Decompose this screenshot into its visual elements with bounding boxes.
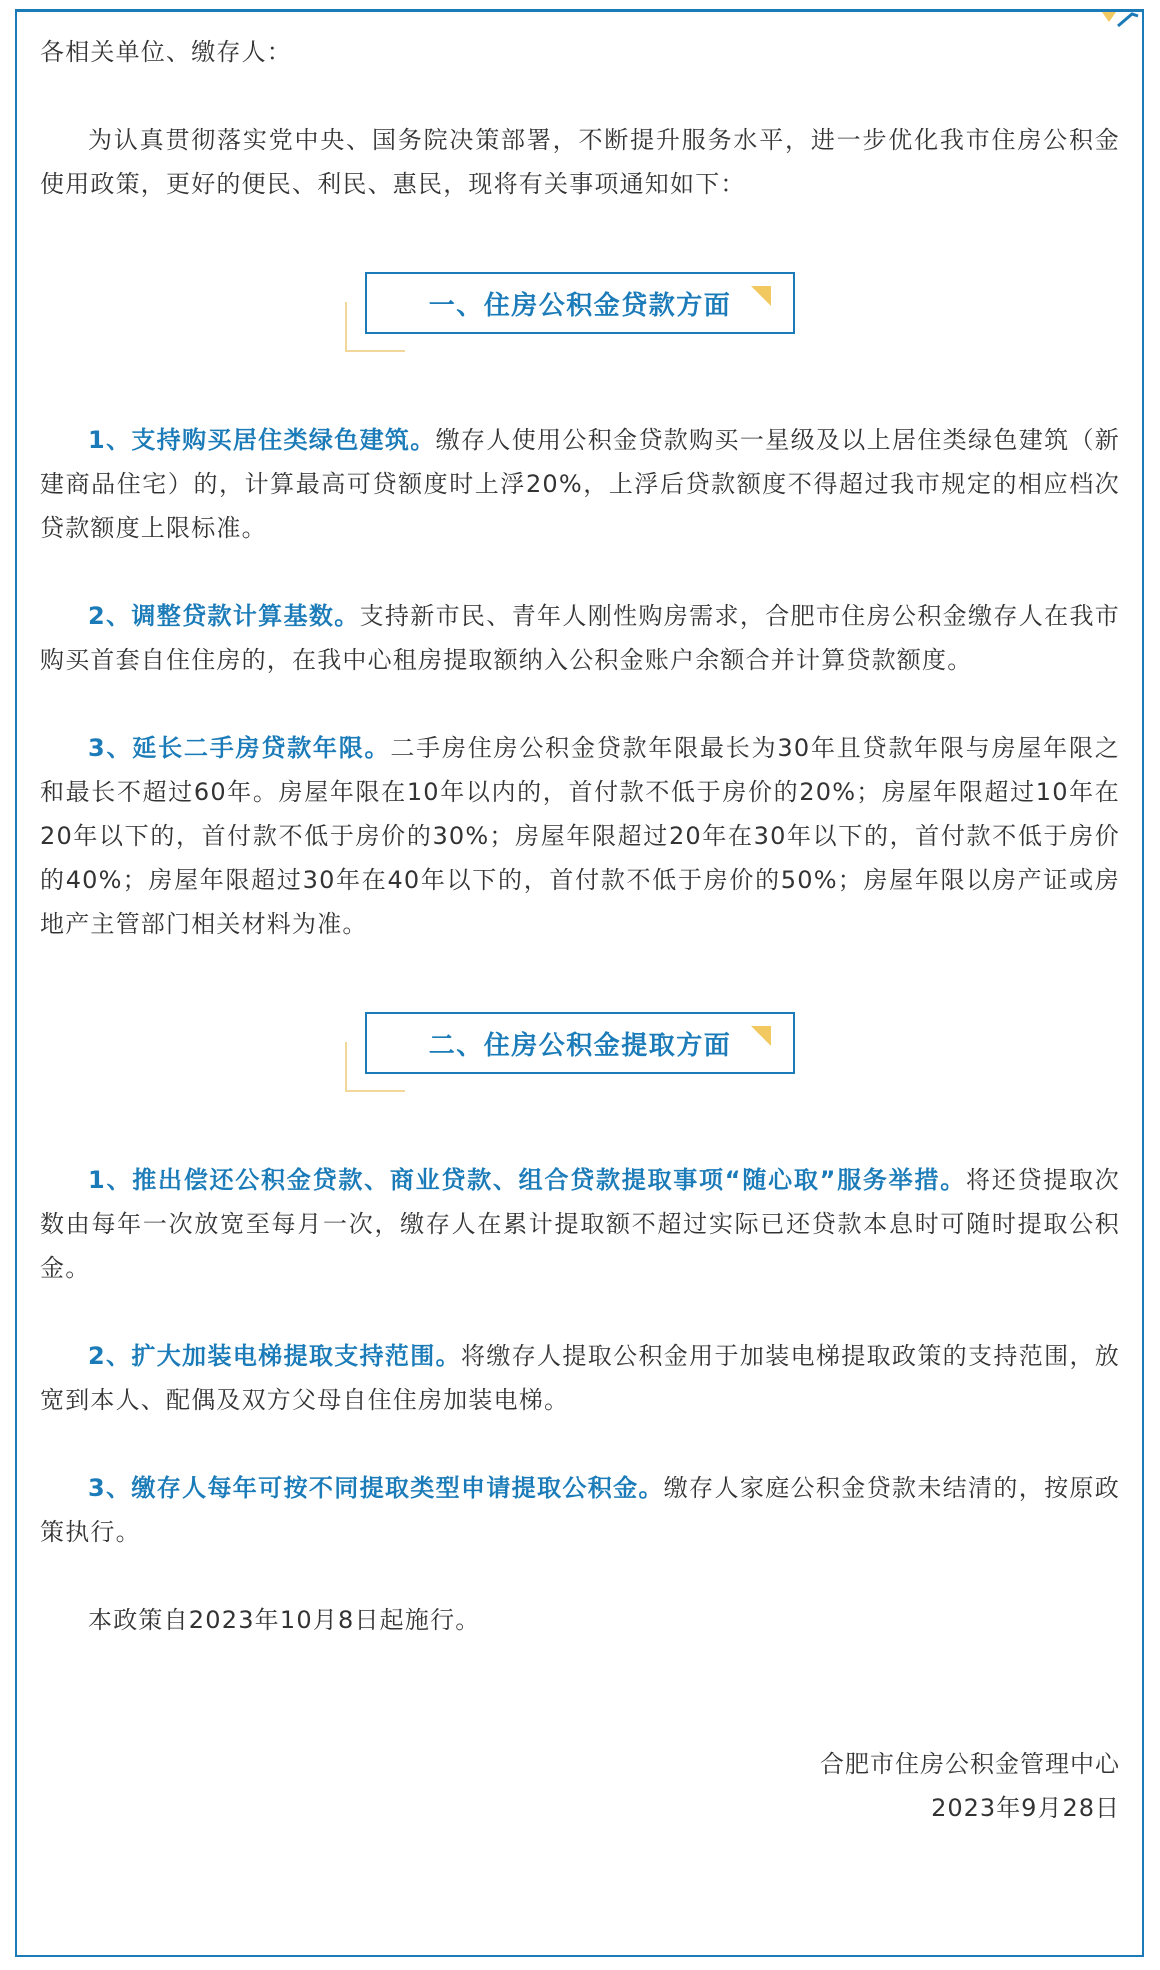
item-body: 二手房住房公积金贷款年限最长为30年且贷款年限与房屋年限之和最长不超过60年。房屋年限在10年以内的，首付款不低于房价的20%；房屋年限超过10年在20年以下的，首付款不低于房价的30%；房屋年限超过20年在30年以下的，首付款不低于房价的40%；房屋年限超过30年在40年以下的，首付款不低于房价的50%；房屋年限以房产证或房地产主管部门相关材料为准。 <box>40 734 1120 938</box>
effective-date: 本政策自2023年10月8日起施行。 <box>88 1606 481 1634</box>
withdrawal-item-1 <box>40 1158 1120 1290</box>
loan-item-3 <box>40 726 1120 946</box>
section-title: 一、住房公积金贷款方面 <box>428 290 732 321</box>
item-body: 将还贷提取次数由每年一次放宽至每月一次，缴存人在累计提取额不超过实际已还贷款本息时可随时提取公积金。 <box>40 1166 1121 1282</box>
item-lead: 1、推出偿还公积金贷款、商业贷款、组合贷款提取事项“随心取”服务举措。 <box>88 1166 966 1194</box>
item-lead: 3、延长二手房贷款年限。 <box>88 734 391 762</box>
item-lead: 3、缴存人每年可按不同提取类型申请提取公积金。 <box>88 1474 664 1502</box>
intro-paragraph: 为认真贯彻落实党中央、国务院决策部署，不断提升服务水平，进一步优化我市住房公积金使用政策，更好的便民、利民、惠民，现将有关事项通知如下： <box>40 126 1120 198</box>
loan-item-1 <box>40 418 1120 550</box>
item-body: 缴存人家庭公积金贷款未结清的，按原政策执行。 <box>40 1474 1120 1546</box>
triangle-decoration-icon <box>751 286 771 306</box>
item-body: 支持新市民、青年人刚性购房需求，合肥市住房公积金缴存人在我市购买首套自住住房的，在我中心租房提取额纳入公积金账户余额合并计算贷款额度。 <box>40 602 1120 674</box>
loan-item-2 <box>40 594 1120 682</box>
withdrawal-item-3 <box>40 1466 1120 1554</box>
item-lead: 1、支持购买居住类绿色建筑。 <box>88 426 436 454</box>
withdrawal-item-2 <box>40 1334 1120 1422</box>
item-lead: 2、扩大加装电梯提取支持范围。 <box>88 1342 461 1370</box>
section-header-loan <box>345 262 815 362</box>
item-body: 缴存人使用公积金贷款购买一星级及以上居住类绿色建筑（新建商品住宅）的，计算最高可贷额度时上浮20%，上浮后贷款额度不得超过我市规定的相应档次贷款额度上限标准。 <box>40 426 1120 542</box>
signature-org: 合肥市住房公积金管理中心 <box>820 1750 1120 1778</box>
triangle-decoration-icon <box>751 1026 771 1046</box>
section-header-withdrawal <box>345 1002 815 1102</box>
signature-date: 2023年9月28日 <box>931 1794 1120 1822</box>
notice-content <box>40 30 1120 1830</box>
greeting: 各相关单位、缴存人： <box>40 38 292 66</box>
item-body: 将缴存人提取公积金用于加装电梯提取政策的支持范围，放宽到本人、配偶及双方父母自住住房加装电梯。 <box>40 1342 1120 1414</box>
item-lead: 2、调整贷款计算基数。 <box>88 602 360 630</box>
section-title: 二、住房公积金提取方面 <box>428 1030 732 1061</box>
